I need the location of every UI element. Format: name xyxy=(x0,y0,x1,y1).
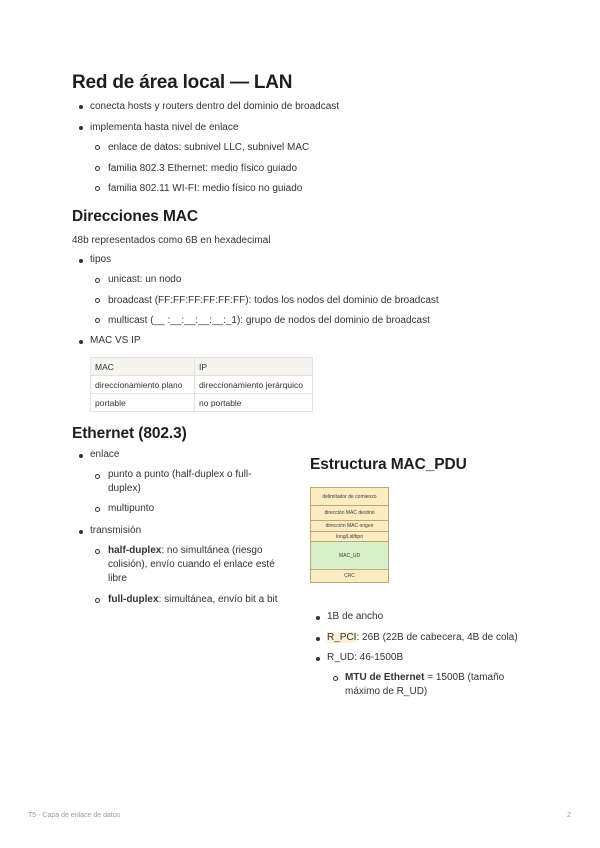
table-header-cell: IP xyxy=(195,358,313,376)
sub-bullet xyxy=(95,507,100,512)
sub-bullet xyxy=(95,298,100,303)
table-cell: direccionamiento plano xyxy=(91,376,195,394)
ethernet-enlace-item-2: multipunto xyxy=(108,503,155,514)
pci-term: R_PCI xyxy=(327,632,357,643)
mtu-text: = 1500B (tamaño máximo de R_UD) xyxy=(345,672,505,697)
sub-bullet xyxy=(95,186,100,191)
mac-tipo-3: multicast (__ :__:__:__:__:_1): grupo de nodos del dominio de broadcast xyxy=(108,315,430,326)
pdu-item-pci xyxy=(327,631,518,645)
sub-bullet xyxy=(95,278,100,283)
pdu-field-start-delimiter: delimitador de comienzo xyxy=(311,488,388,506)
table-cell: direccionamiento jerárquico xyxy=(195,376,313,394)
pdu-field-dest-mac: dirección MAC destino xyxy=(311,506,388,521)
table-row xyxy=(91,376,313,394)
ethernet-enlace-label: enlace xyxy=(90,449,120,460)
mac-vs-ip-table xyxy=(90,357,313,412)
pdu-item-ancho: 1B de ancho xyxy=(327,611,384,622)
lan-subitem-1: enlace de datos: subnivel LLC, subnivel MAC xyxy=(108,142,310,153)
footer-title: T5 - Capa de enlace de datos xyxy=(28,812,121,819)
half-duplex-text: : no simultánea (riesgo colisión), envío cuando el enlace esté libre xyxy=(108,545,275,584)
sub-bullet xyxy=(95,474,100,479)
bullet xyxy=(316,657,320,661)
ethernet-enlace-item-1: punto a punto (half-duplex o full-duplex) xyxy=(108,469,252,494)
table-header-cell: MAC xyxy=(91,358,195,376)
sub-bullet xyxy=(95,598,100,603)
mac-tipo-2: broadcast (FF:FF:FF:FF:FF:FF): todos los nodos del dominio de broadcast xyxy=(108,295,439,306)
lan-item-1: conecta hosts y routers dentro del dominio de broadcast xyxy=(90,101,340,112)
mac-tipo-1: unicast: un nodo xyxy=(108,274,182,285)
lan-subitem-2: familia 802.3 Ethernet: medio físico guiado xyxy=(108,163,297,174)
sub-bullet xyxy=(95,549,100,554)
sub-bullet xyxy=(95,166,100,171)
full-duplex-text: : simultánea, envío bit a bit xyxy=(158,594,278,605)
pdu-field-src-mac: dirección MAC origen xyxy=(311,521,388,532)
bullet xyxy=(79,454,83,458)
mac-tipos-label: tipos xyxy=(90,254,112,265)
mtu-term: MTU de Ethernet xyxy=(345,672,425,683)
ethernet-transmision-label: transmisión xyxy=(90,525,142,536)
bullet xyxy=(316,637,320,641)
mac-pdu-diagram xyxy=(310,487,389,583)
ethernet-heading: Ethernet (802.3) xyxy=(72,425,187,442)
ethernet-full-duplex xyxy=(108,593,278,607)
lan-subitem-3: familia 802.11 WI-FI: medio físico no guiado xyxy=(108,183,303,194)
sub-bullet xyxy=(95,318,100,323)
pci-text: : 26B (22B de cabecera, 4B de cola) xyxy=(356,632,518,643)
pdu-heading: Estructura MAC_PDU xyxy=(310,456,467,473)
mac-heading: Direcciones MAC xyxy=(72,208,198,225)
bullet xyxy=(79,105,83,109)
pdu-field-mac-ud: MAC_UD xyxy=(311,542,388,570)
table-row xyxy=(91,394,313,412)
ethernet-half-duplex xyxy=(108,544,286,586)
bullet xyxy=(79,340,83,344)
table-header-row xyxy=(91,358,313,376)
mac-vs-ip-label: MAC VS IP xyxy=(90,335,141,346)
page-title: Red de área local — LAN xyxy=(72,72,293,93)
sub-bullet xyxy=(333,676,338,681)
half-duplex-term: half-duplex xyxy=(108,545,162,556)
pdu-field-crc: CRC xyxy=(344,573,355,579)
bullet xyxy=(316,616,320,620)
full-duplex-term: full-duplex xyxy=(108,594,159,605)
bullet xyxy=(79,259,83,263)
pdu-item-mtu xyxy=(345,671,520,699)
pdu-field-length-type: long/Lid/tipo xyxy=(311,532,388,542)
bullet xyxy=(79,530,83,534)
lan-item-2: implementa hasta nivel de enlace xyxy=(90,122,239,133)
sub-bullet xyxy=(95,145,100,150)
pdu-item-ud: R_UD: 46-1500B xyxy=(327,652,404,663)
mac-intro: 48b representados como 6B en hexadecimal xyxy=(72,235,271,246)
bullet xyxy=(79,126,83,130)
table-cell: portable xyxy=(91,394,195,412)
table-cell: no portable xyxy=(195,394,313,412)
page-number: 2 xyxy=(567,812,571,819)
